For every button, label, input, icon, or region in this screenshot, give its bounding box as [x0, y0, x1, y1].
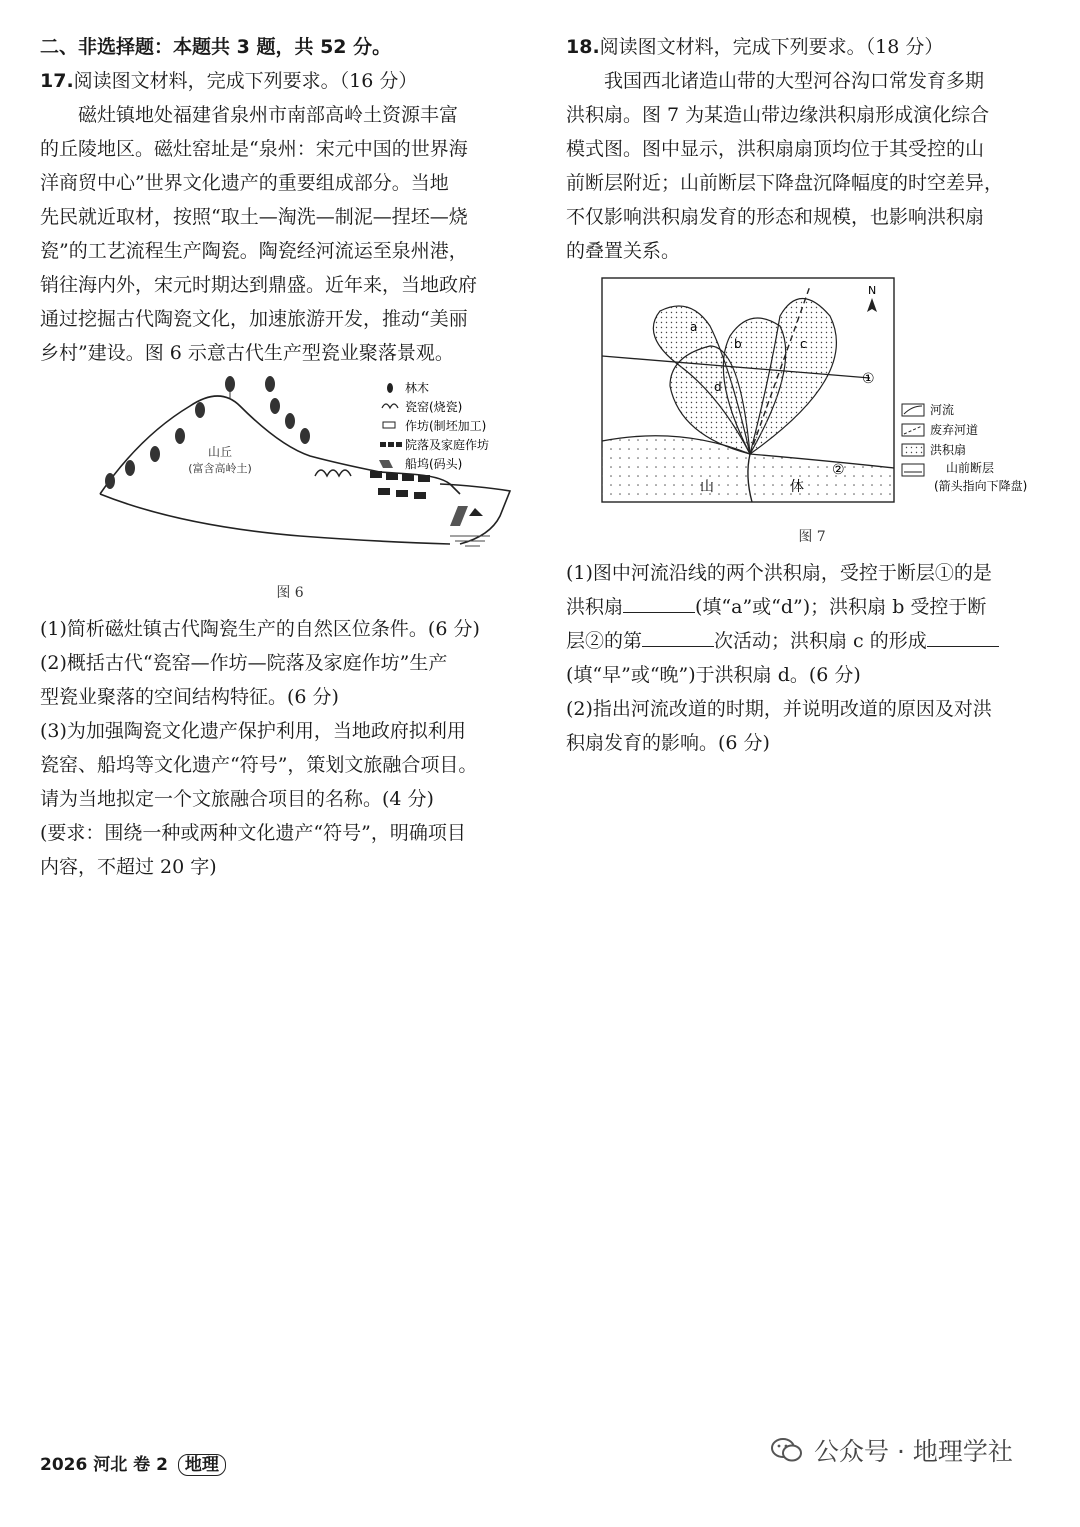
- figure-7-caption: 图 7: [798, 529, 826, 545]
- q17-material-line: 通过挖掘古代陶瓷文化，加速旅游开发，推动“美丽: [40, 308, 468, 330]
- q18-number: 18.: [566, 36, 600, 58]
- q18-material: [566, 64, 1058, 268]
- q18-material-line: 不仅影响洪积扇发育的形态和规模，也影响洪积扇: [566, 206, 985, 228]
- figure-6: [80, 376, 550, 576]
- fig7-legend: [902, 402, 1027, 493]
- wechat-icon: [770, 1436, 804, 1464]
- footer-subject: 地理: [178, 1454, 226, 1476]
- footer-year: 2026: [40, 1455, 88, 1475]
- q17-prompt: 阅读图文材料，完成下列要求。（16 分）: [73, 70, 418, 92]
- q18-sub1-line1: (1)图中河流沿线的两个洪积扇，受控于断层①的是: [566, 562, 992, 584]
- q17-sub-line: (3)为加强陶瓷文化遗产保护利用，当地政府拟利用: [40, 720, 466, 742]
- legend-fault: 山前断层: [946, 461, 995, 475]
- legend-trees: 林木: [405, 381, 430, 395]
- footer-region: 河北: [93, 1455, 128, 1475]
- fan-label-d: d: [714, 380, 722, 394]
- q18-text: (填“a”或“d”)；洪积扇 b 受控于断: [695, 596, 987, 618]
- legend-kiln: 瓷窑(烧瓷): [405, 400, 463, 414]
- q18-text: 洪积扇: [566, 596, 624, 618]
- legend-fault-note: (箭头指向下降盘): [934, 479, 1028, 493]
- q18-sub2-line: (2)指出河流改道的时期，并说明改道的原因及对洪: [566, 698, 992, 720]
- footer-volume: 卷 2: [133, 1455, 168, 1475]
- fan-label-c: c: [800, 337, 807, 351]
- q17-material-line: 磁灶镇地处福建省泉州市南部高岭土资源丰富: [78, 104, 459, 126]
- q17-material-line: 瓷”的工艺流程生产陶瓷。陶瓷经河流运至泉州港，: [40, 240, 468, 262]
- q18-sub2-line: 积扇发育的影响。(6 分): [566, 732, 770, 754]
- q18-sub1-line2: [566, 590, 1058, 624]
- figure-7: [600, 276, 1070, 512]
- legend-courtyard: 院落及家庭作坊: [405, 438, 490, 452]
- kiln-icon: [315, 470, 351, 476]
- watermark: [770, 1432, 1013, 1468]
- q18-prompt: 阅读图文材料，完成下列要求。（18 分）: [599, 36, 944, 58]
- legend-dock: 船坞(码头): [405, 457, 463, 471]
- q17-material-line: 洋商贸中心”世界文化遗产的重要组成部分。当地: [40, 172, 449, 194]
- q18-sub2: [566, 692, 1058, 760]
- q17-sub-line: 内容，不超过 20 字): [40, 856, 217, 878]
- fig6-legend: [379, 380, 489, 471]
- q17-material-line: 的丘陵地区。磁灶窑址是“泉州：宋元中国的世界海: [40, 138, 468, 160]
- mountain-label-2: 体: [790, 479, 804, 495]
- q18-material-line: 我国西北诸造山带的大型河谷沟口常发育多期: [604, 70, 985, 92]
- fan-label-b: b: [734, 337, 742, 351]
- water: [450, 536, 490, 546]
- fault-label-1: ①: [862, 371, 875, 387]
- q17-material-line: 销往海内外，宋元时期达到鼎盛。近年来，当地政府: [40, 274, 478, 296]
- q18-sub1: [566, 556, 1058, 692]
- q18-material-line: 模式图。图中显示，洪积扇扇顶均位于其受控的山: [566, 138, 985, 160]
- q17-sub-line: (1)简析磁灶镇古代陶瓷生产的自然区位条件。(6 分): [40, 618, 480, 640]
- north-arrow-icon: [867, 298, 877, 312]
- dock-icon: [450, 506, 468, 526]
- q17-sub-line: (2)概括古代“瓷窑—作坊—院落及家庭作坊”生产: [40, 652, 448, 674]
- boat-icon: [469, 508, 483, 516]
- q17-material-line: 先民就近取材，按照“取土—淘洗—制泥—捏坯—烧: [40, 206, 468, 228]
- q17-material-line: 乡村”建设。图 6 示意古代生产型瓷业聚落景观。: [40, 342, 454, 364]
- q18-text: 次活动；洪积扇 c 的形成: [714, 630, 927, 652]
- fan-label-a: a: [690, 320, 698, 334]
- hill-base: [100, 494, 450, 544]
- page-footer: [40, 1450, 226, 1475]
- figure-6-caption: 图 6: [276, 585, 304, 601]
- right-column: [566, 30, 1058, 760]
- q17-header: [40, 64, 540, 98]
- q18-material-line: 洪积扇。图 7 为某造山带边缘洪积扇形成演化综合: [566, 104, 990, 126]
- fault-label-2: ②: [832, 462, 845, 478]
- answer-blank[interactable]: [623, 592, 695, 613]
- north-label: N: [868, 284, 877, 297]
- legend-river: 河流: [930, 403, 955, 417]
- q17-subquestions: [40, 612, 540, 884]
- q18-sub1-line3: [566, 624, 1058, 658]
- q18-text: 层②的第: [566, 630, 643, 652]
- q18-material-line: 前断层附近；山前断层下降盘沉降幅度的时空差异，: [566, 172, 1004, 194]
- q17-sub-line: 请为当地拟定一个文旅融合项目的名称。(4 分): [40, 788, 434, 810]
- q18-header: [566, 30, 1058, 64]
- q17-sub-line: 型瓷业聚落的空间结构特征。(6 分): [40, 686, 339, 708]
- answer-blank[interactable]: [642, 626, 714, 647]
- legend-workshop: 作坊(制坯加工): [405, 419, 487, 433]
- answer-blank[interactable]: [927, 626, 999, 647]
- q17-material: [40, 98, 540, 370]
- legend-fan: 洪积扇: [930, 443, 967, 457]
- q17-sub-line: 瓷窑、船坞等文化遗产“符号”，策划文旅融合项目。: [40, 754, 478, 776]
- q17-number: 17.: [40, 70, 74, 92]
- house-cluster: [370, 471, 430, 499]
- left-column: [40, 30, 540, 884]
- section-title: 二、非选择题：本题共 3 题，共 52 分。: [40, 36, 392, 58]
- watermark-text: 公众号 · 地理学社: [814, 1437, 1013, 1466]
- q18-sub1-line4: (填“早”或“晚”)于洪积扇 d。(6 分): [566, 664, 861, 686]
- q18-material-line: 的叠置关系。: [566, 240, 681, 262]
- hill-sublabel: (富含高岭土): [188, 462, 252, 475]
- hill-label: 山丘: [207, 445, 233, 459]
- q17-sub-line: (要求：围绕一种或两种文化遗产“符号”，明确项目: [40, 822, 466, 844]
- mountain-label-1: 山: [700, 479, 714, 495]
- legend-abandoned: 废弃河道: [930, 423, 979, 437]
